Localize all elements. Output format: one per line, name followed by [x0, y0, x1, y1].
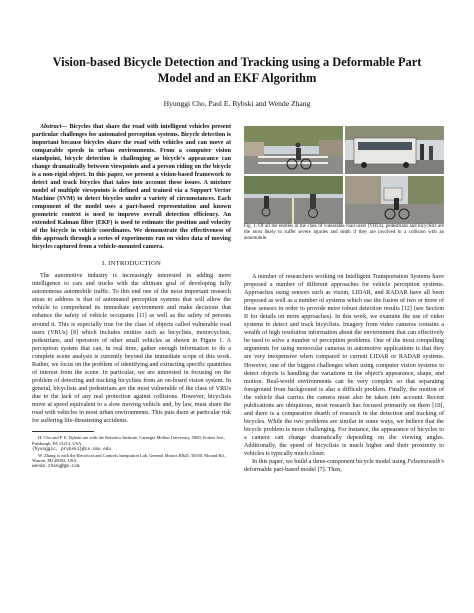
footnote-email-2: wende.zhang@gm.com — [32, 464, 80, 470]
footnote-email-1: {hyunggic, prybski}@cs.cmu.edu — [32, 446, 112, 452]
photo-cyclists-lane — [244, 176, 343, 224]
left-column — [32, 123, 231, 470]
right-paragraph-2-italic: Felzenszwalb's — [407, 459, 444, 466]
abstract — [32, 123, 231, 251]
intro-paragraph: The automotive industry is increasingly interested in adding more intelligence to cars and trucks with the ultimate goal of developing fully autonomous automobile traffic. To this end one of the most important research areas to address is that of automated perception systems that will allow the vehicle to comprehend its immediate environment and make decisions that enhance the safety of vehicle occupants [11] as well as the safety of persons around it. This is especially true for the class of objects called vulnerable road users (VRUs) [8] which includes entities such as bicyclists, motorcyclists, pedestrians, and operators of other small vehicles as shown in Figure 1. A perception system that can, in real time, gather enough information to do a complete scene analysis is currently beyond the immediate scope of this work. Rather, we focus on the problem of identifying and extracting specific quantities of interest from the scene. In particular, we are interested in focusing on the problem of detecting and tracking bicyclists from an on-board vision system. In general, bicyclists and pedestrians are the most vulnerable of the class of VRUs due to the lack of any real protection against collisions. However, bicyclists move at speed equivalent to a slow moving vehicle and, by law, must share the road with vehicles in most urban environments. This puts them at particular risk for suffering life-threatening accidents. — [32, 273, 231, 425]
paper-title: Vision-based Bicycle Detection and Tracking using a Deformable Part Model and an EKF Algorithm — [52, 55, 422, 85]
right-paragraph-2 — [244, 458, 444, 474]
right-paragraph-1: A number of researchers working on Intelligent Transportation Systems have proposed a number of different approaches for vehicle perception systems. Approaches using sensors such as vision, LIDAR, and RADAR have all been proposed as well as a number of systems which use the fusion of two or more of these sensors in order to provide more robust detection results [12] (see Section II for details on more approaches). In this work, we examine the use of video systems to detect and track bicyclists. Imagery from video cameras contains a wealth of high resolution information about the environment that can effectively be used to solve a number of perception problems. One of the most compelling arguments for using monocular cameras in automotive applications is that they are very inexpensive when compared to current LIDAR or RADAR systems. However, one of the biggest challenges when using computer vision systems to detect objects is handling the variations in the object's appearance, shape, and motion. Real-world environments can be very complex so that separating foreground from background is also a difficult problem. Finally, the motion of the vehicle that carries the camera must also be taken into account. Recent publications are ubiquitous, most research has focused primarily on them [10], and there is a comparative dearth of research in the detection and tracking of bicycles. While the two problems are similar in some ways, we believe that the bicycle problem is more challenging. For instance, the appearance of bicycles to a camera can change dramatically depending on the viewing angles. Additionally, the speed of bicyclists is much higher and their proximity to vehicles is typically much closer. — [244, 274, 444, 458]
figure-1-photo-grid — [244, 125, 444, 225]
abstract-label: Abstract — [40, 124, 62, 130]
section-heading-introduction: I. INTRODUCTION — [101, 260, 162, 268]
right-column — [244, 273, 444, 474]
figure-1 — [244, 125, 444, 167]
photo-cyclist-crossing — [244, 126, 343, 174]
paper-authors: Hyunggi Cho, Paul E. Rybski and Wende Zhang — [163, 99, 311, 108]
footnote-rule — [32, 431, 94, 432]
photo-bus-street — [345, 126, 444, 174]
figure-1-caption: Fig. 1. Of all the entities in the class of vulnerable road users (VRUs), pedestrians and bicyclists are the most likely to suffer severe injuries and death if they are involved in a collision with an automobile. — [244, 224, 444, 242]
right-paragraph-2-start: In this paper, we build a three-component bicycle model using — [252, 459, 408, 466]
abstract-text: — Bicycles that share the road with intelligent vehicles present particular challenges for automated perception systems. Bicycle detection is important because bicycles share the road with vehicles and can move at comparable speeds in urban environments. From a computer vision standpoint, bicycle detection is challenging as bicycle's appearance can change dramatically between viewpoints and a person riding on the bicycle is a non-rigid object. In this paper, we present a vision-based framework to detect and track bicycles that takes into account these issues. A mixture model of multiple viewpoints is defined and trained via a Support Vector Machine (SVM) to detect bicycles under a variety of circumstances. Each component of the model uses a part-based representation and known geometric context is used to improve overall detection efficiency. An extended Kalman filter (EKF) is used to estimate the position and velocity of the bicycle in vehicle coordinates. We demonstrate the effectiveness of this approach through a series of experiments run on video data of moving bicycles captured from a vehicle-mounted camera. — [32, 124, 231, 251]
right-paragraph-2-end: deformable part-based model [7]. Then, — [244, 467, 342, 474]
footnote-affiliation-1: H. Cho and P. E. Rybski are with the Robotics Institute, Carnegie Mellon University, 5000, Forbes Ave., Pittsburgh, PA 15213, USA. — [32, 435, 226, 446]
footnote-affiliation-2: W. Zhang is with the Electrical and Controls Integration Lab, General Motors R&D, 30500, Mound Rd., Warren, MI 48092, USA. — [32, 452, 226, 464]
photo-bike-on-road — [345, 176, 444, 224]
